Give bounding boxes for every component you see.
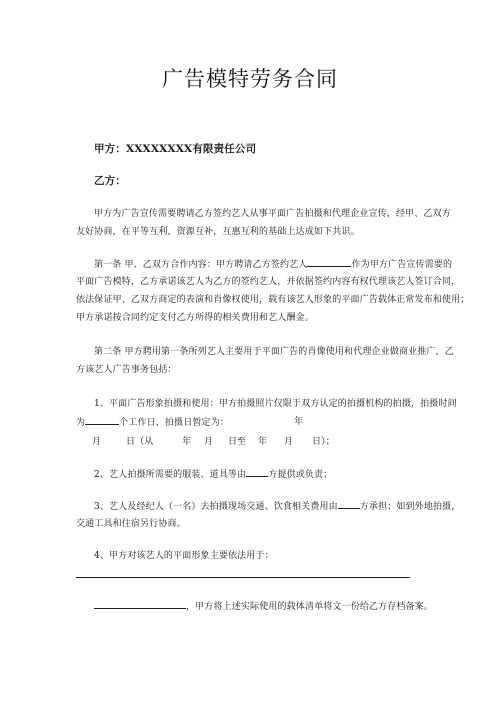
- date-from-label: 日（从: [126, 437, 154, 447]
- shoot-days-blank[interactable]: [85, 416, 119, 425]
- item-3-text-a: 3、艺人及经纪人（一名）去拍摄现场交通、饮食相关费用由: [94, 502, 338, 512]
- item-1-year-label: 年: [294, 417, 304, 427]
- intro-line-1: 甲方为广告宣传需要聘请乙方签约艺人从事平面广告拍摄和代理企业宣传，经甲、乙双方: [94, 209, 451, 219]
- item-1-line-2: [76, 416, 229, 429]
- date-month-label: 月: [92, 437, 102, 447]
- item-2-line-1: [94, 468, 332, 481]
- item-1-line-1: 1、平面广告形象拍摄和使用：甲方拍摄照片仅限于双方认定的拍摄机构的拍摄，拍摄时间: [94, 399, 457, 409]
- intro-line-2: 友好协商，在平等互利，资源互补，互惠互利的基础上达成如下共识。: [76, 227, 360, 237]
- item-1-text-a: 为: [76, 418, 86, 428]
- item-4-line-1: 4、甲方对该艺人的平面形象主要依法用于：: [94, 551, 274, 561]
- item-4-line-3: [94, 600, 433, 613]
- carrier-list-blank[interactable]: [94, 600, 186, 609]
- item-3-line-2: 交通工具和住宿另行协商。: [76, 519, 186, 529]
- expense-party-blank[interactable]: [338, 500, 360, 509]
- article-1-text-b: 作为甲方广告宣传需要的: [351, 260, 453, 270]
- usage-blank-line[interactable]: [76, 577, 410, 578]
- article-1-line-3: 依法保证甲、乙双方商定的表演和肖像权使用，载有该艺人形象的平面广告载体正常发布和使用；: [76, 295, 470, 305]
- date-to-month: 月: [284, 437, 294, 447]
- item-2-text-a: 2、艺人拍摄所需要的服装、道具等由: [94, 470, 247, 480]
- item-3-line-1: [94, 500, 460, 513]
- party-b-line: 乙方：: [94, 175, 126, 187]
- date-to-day: 日）；: [312, 437, 335, 447]
- date-from-year: 年: [182, 437, 192, 447]
- document-title: 广告模特劳务合同: [162, 67, 338, 91]
- date-to-label: 日至: [228, 437, 247, 447]
- costume-party-blank[interactable]: [246, 468, 268, 477]
- party-a-line: 甲方：XXXXXXXX有限责任公司: [94, 143, 257, 155]
- article-1-line-4: 甲方承诺按合同约定支付乙方所得的相关费用和艺人酬金。: [76, 313, 314, 323]
- article-2-line-2: 方该艺人广告事务包括：: [76, 365, 177, 375]
- date-from-month: 月: [204, 437, 214, 447]
- item-2-text-b: 方提供或负责；: [268, 470, 333, 480]
- item-4-text: ，甲方将上述实际使用的载体清单将文一份给乙方存档备案。: [186, 602, 434, 612]
- article-2-line-1: 第二条 甲方聘用第一条所列艺人主要用于平面广告的肖像使用和代理企业做商业推广，乙: [94, 347, 454, 357]
- item-1-text-b: 个工作日，拍摄日暂定为：: [119, 418, 229, 428]
- article-1-line-1: [94, 258, 452, 271]
- article-1-text-a: 第一条 甲、乙双方合作内容：甲方聘请乙方签约艺人: [94, 260, 308, 270]
- date-to-year: 年: [258, 437, 268, 447]
- item-3-text-b: 方承担；如到外地拍摄，: [359, 502, 461, 512]
- artist-name-blank[interactable]: [307, 258, 351, 267]
- article-1-line-2: 平面广告模特，乙方承诺该艺人为乙方的签约艺人，并依据签约内容有权代理该艺人签订合同，: [76, 277, 461, 287]
